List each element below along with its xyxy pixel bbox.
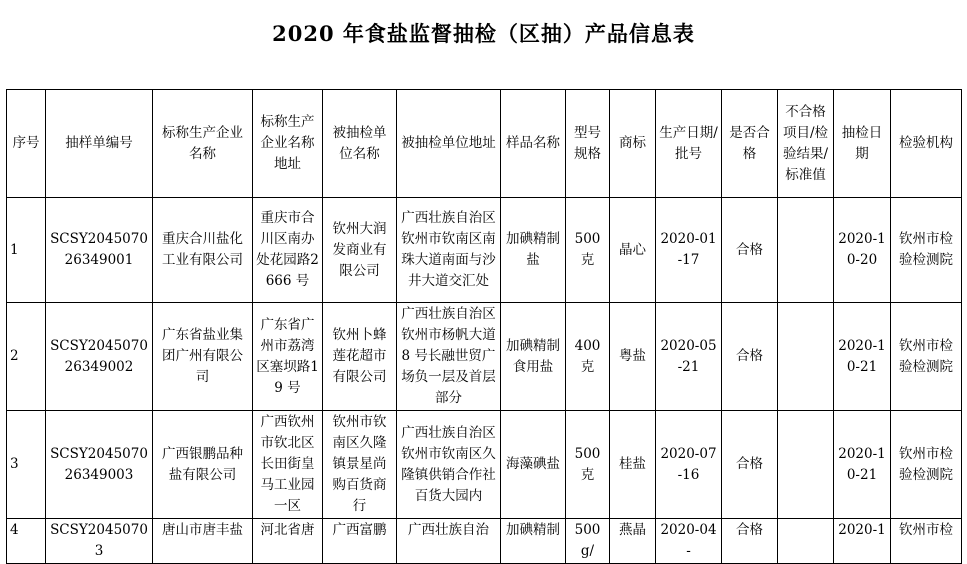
table-row bbox=[7, 303, 962, 411]
table-row bbox=[7, 519, 962, 564]
table-row bbox=[7, 411, 962, 519]
header-cell: 型号规格 bbox=[566, 90, 610, 198]
inspected-address: 广西壮族自治区钦州市钦南区南珠大道南面与沙井大道交汇处 bbox=[397, 198, 501, 303]
product-name: 加碘精制 bbox=[501, 519, 566, 564]
production-date: 2020-04- bbox=[656, 519, 722, 564]
nonconformity bbox=[778, 519, 834, 564]
inspection-date: 2020-10-20 bbox=[834, 198, 891, 303]
table-row bbox=[7, 198, 962, 303]
header-cell: 是否合格 bbox=[722, 90, 778, 198]
inspected-address: 广西壮族自治区钦州市杨帆大道 8 号长融世贸广场负一层及首层部分 bbox=[397, 303, 501, 411]
header-cell: 样品名称 bbox=[501, 90, 566, 198]
producer-name: 唐山市唐丰盐 bbox=[153, 519, 253, 564]
producer-name: 广东省盐业集团广州有限公司 bbox=[153, 303, 253, 411]
spec: 400 克 bbox=[566, 303, 610, 411]
header-cell: 生产日期/批号 bbox=[656, 90, 722, 198]
sample-id: SCSY204507026349003 bbox=[46, 411, 153, 519]
sample-id: SCSY20450703 bbox=[46, 519, 153, 564]
brand: 粤盐 bbox=[610, 303, 656, 411]
header-cell: 被抽检单位地址 bbox=[397, 90, 501, 198]
inspected-address: 广西壮族自治 bbox=[397, 519, 501, 564]
qualified-status: 合格 bbox=[722, 303, 778, 411]
inspected-unit: 钦州大润发商业有限公司 bbox=[323, 198, 397, 303]
producer-address: 河北省唐 bbox=[253, 519, 323, 564]
production-date: 2020-05-21 bbox=[656, 303, 722, 411]
inspection-lab: 钦州市检验检测院 bbox=[891, 303, 962, 411]
product-name: 海藻碘盐 bbox=[501, 411, 566, 519]
production-date: 2020-07-16 bbox=[656, 411, 722, 519]
qualified-status: 合格 bbox=[722, 411, 778, 519]
brand: 桂盐 bbox=[610, 411, 656, 519]
nonconformity bbox=[778, 303, 834, 411]
spec: 500 克 bbox=[566, 198, 610, 303]
producer-address: 广西钦州市钦北区长田街皇马工业园一区 bbox=[253, 411, 323, 519]
header-cell: 序号 bbox=[7, 90, 46, 198]
header-cell: 抽检日期 bbox=[834, 90, 891, 198]
row-number: 3 bbox=[7, 411, 46, 519]
sample-id: SCSY204507026349001 bbox=[46, 198, 153, 303]
inspected-unit: 钦州卜蜂莲花超市有限公司 bbox=[323, 303, 397, 411]
production-date: 2020-01-17 bbox=[656, 198, 722, 303]
nonconformity bbox=[778, 198, 834, 303]
row-number: 1 bbox=[7, 198, 46, 303]
product-info-table bbox=[6, 89, 962, 564]
header-cell: 商标 bbox=[610, 90, 656, 198]
producer-address: 广东省广州市荔湾区塞坝路19 号 bbox=[253, 303, 323, 411]
spec: 500 克 bbox=[566, 411, 610, 519]
sample-id: SCSY204507026349002 bbox=[46, 303, 153, 411]
row-number: 2 bbox=[7, 303, 46, 411]
header-cell: 标称生产企业名称 bbox=[153, 90, 253, 198]
spec: 500g/ bbox=[566, 519, 610, 564]
qualified-status: 合格 bbox=[722, 519, 778, 564]
inspection-lab: 钦州市检 bbox=[891, 519, 962, 564]
inspected-unit: 钦州市钦南区久隆镇景星尚购百货商行 bbox=[323, 411, 397, 519]
qualified-status: 合格 bbox=[722, 198, 778, 303]
product-name: 加碘精制盐 bbox=[501, 198, 566, 303]
inspected-address: 广西壮族自治区钦州市钦南区久隆镇供销合作社百货大园内 bbox=[397, 411, 501, 519]
header-cell: 被抽检单位名称 bbox=[323, 90, 397, 198]
table-header-row bbox=[7, 90, 962, 198]
producer-name: 广西银鹏品种盐有限公司 bbox=[153, 411, 253, 519]
product-name: 加碘精制食用盐 bbox=[501, 303, 566, 411]
header-cell: 标称生产企业名称地址 bbox=[253, 90, 323, 198]
header-cell: 检验机构 bbox=[891, 90, 962, 198]
row-number: 4 bbox=[7, 519, 46, 564]
inspection-date: 2020-10-21 bbox=[834, 411, 891, 519]
inspected-unit: 广西富鹏 bbox=[323, 519, 397, 564]
producer-address: 重庆市合川区南办处花园路2666 号 bbox=[253, 198, 323, 303]
inspection-lab: 钦州市检验检测院 bbox=[891, 198, 962, 303]
brand: 燕晶 bbox=[610, 519, 656, 564]
inspection-lab: 钦州市检验检测院 bbox=[891, 411, 962, 519]
producer-name: 重庆合川盐化工业有限公司 bbox=[153, 198, 253, 303]
header-cell: 不合格项目/检验结果/标准值 bbox=[778, 90, 834, 198]
inspection-date: 2020-1 bbox=[834, 519, 891, 564]
nonconformity bbox=[778, 411, 834, 519]
page-title: 2020 年食盐监督抽检（区抽）产品信息表 bbox=[272, 21, 695, 46]
brand: 晶心 bbox=[610, 198, 656, 303]
inspection-date: 2020-10-21 bbox=[834, 303, 891, 411]
header-cell: 抽样单编号 bbox=[46, 90, 153, 198]
